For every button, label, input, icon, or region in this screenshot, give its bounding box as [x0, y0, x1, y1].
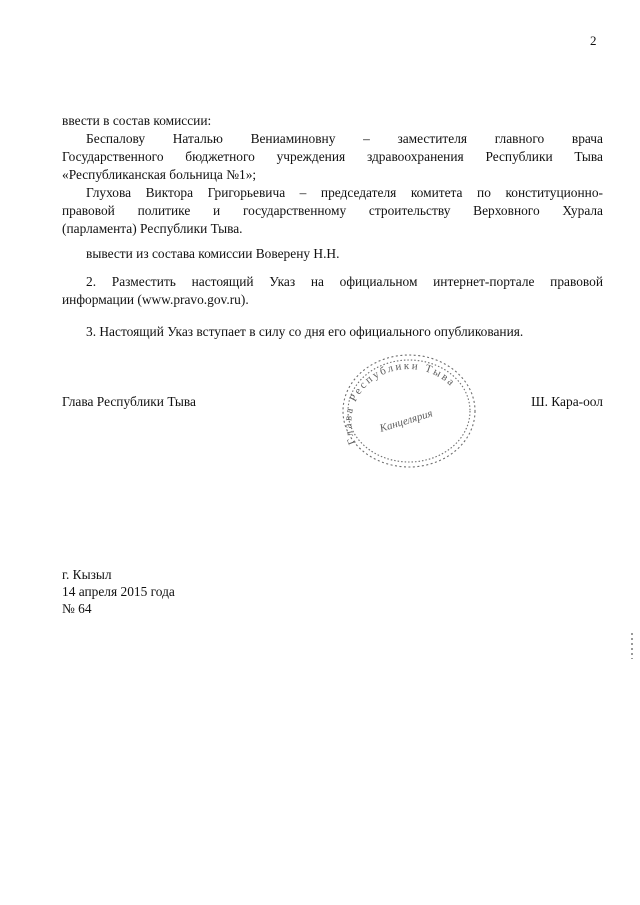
stamp-ring-text: Глава Республики Тыва — [342, 360, 459, 447]
item2-line2: информации (www.pravo.gov.ru). — [62, 292, 249, 307]
signature-row — [62, 394, 603, 412]
place-date-block — [62, 566, 175, 617]
scan-edge-mark — [631, 633, 633, 659]
member1-word: Беспалову — [86, 131, 146, 146]
member1-line3: «Республиканская больница №1»; — [62, 167, 257, 182]
decree-body — [62, 112, 603, 341]
decree-date: 14 апреля 2015 года — [62, 584, 175, 599]
decree-number: № 64 — [62, 601, 92, 616]
member2-line3: (парламента) Республики Тыва. — [62, 221, 243, 236]
signer-title: Глава Республики Тыва — [62, 394, 196, 409]
member1-word: врача — [571, 131, 603, 146]
member1-word: – — [363, 131, 370, 146]
signer-name: Ш. Кара-оол — [531, 394, 603, 409]
item3-line: 3. Настоящий Указ вступает в силу со дня его официального опубликования. — [86, 324, 524, 339]
remove-line: вывести из состава комиссии Воверену Н.Н. — [86, 246, 340, 261]
member1-word: Вениаминовну — [250, 131, 336, 146]
member1-word: Наталью — [172, 131, 223, 146]
page-number: 2 — [590, 33, 597, 48]
member2-line1: Глухова Виктора Григорьевича – председателя комитета по конституционно- — [86, 185, 603, 200]
item2-line1: 2. Разместить настоящий Указ на официальном интернет-портале правовой — [86, 274, 603, 289]
member1-line1 — [62, 130, 603, 148]
stamp-center-text: Канцелярия — [378, 407, 435, 435]
member2-line2: правовой политике и государственному строительству Верховного Хурала — [62, 203, 603, 218]
intro-line: ввести в состав комиссии: — [62, 113, 212, 128]
member1-line2: Государственного бюджетного учреждения здравоохранения Республики Тыва — [62, 149, 603, 164]
member1-word: главного — [494, 131, 545, 146]
city: г. Кызыл — [62, 567, 112, 582]
member1-word: заместителя — [397, 131, 468, 146]
